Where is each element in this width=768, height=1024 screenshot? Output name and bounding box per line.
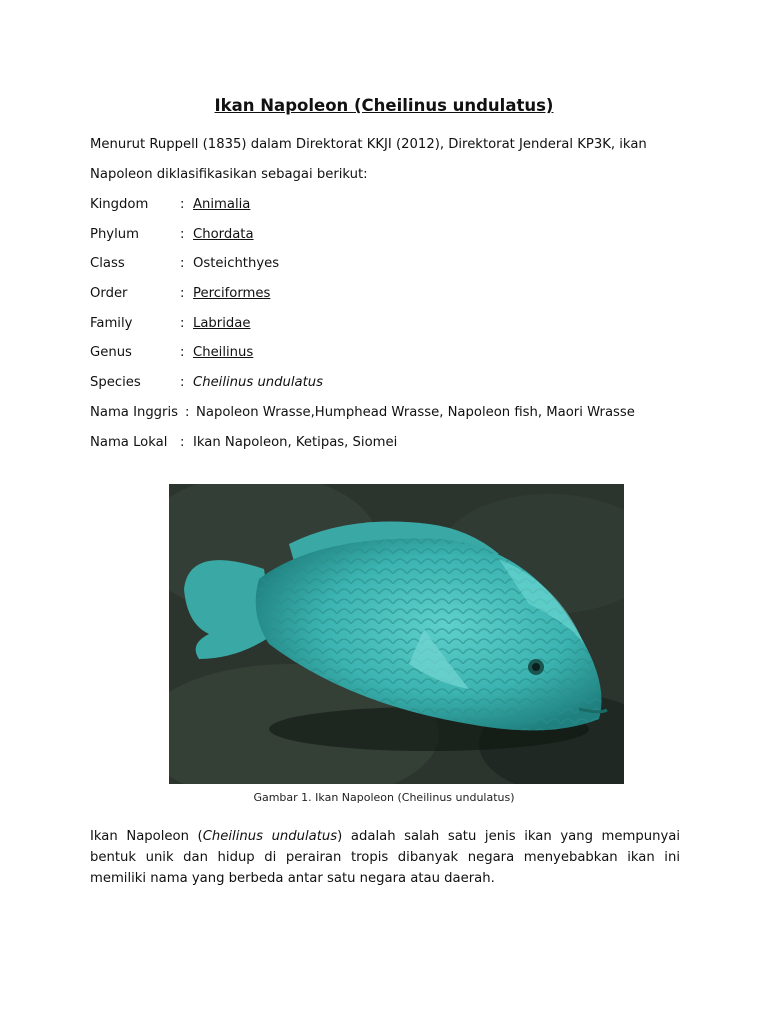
phylum-link[interactable]: Chordata [193, 226, 254, 242]
taxonomy-label: Genus [90, 345, 132, 361]
fish-illustration [169, 484, 624, 784]
colon-separator: : [180, 345, 185, 361]
document-title: Ikan Napoleon (Cheilinus undulatus) [214, 96, 554, 115]
taxonomy-label: Kingdom [90, 197, 149, 212]
body-suffix: ) adalah salah satu jenis ikan yang mempunyai bentuk unik dan hidup di perairan tropis dibanyak negara menyebabkan ikan ini memiliki nama yang berbeda antar satu negara atau daerah. [90, 829, 680, 886]
intro-paragraph [90, 130, 680, 190]
taxonomy-label: Family [90, 315, 133, 331]
taxonomy-label: Species [90, 375, 141, 391]
kingdom-link[interactable]: Animalia [193, 197, 251, 212]
order-link[interactable]: Perciformes [193, 286, 271, 302]
colon-separator: : [185, 404, 190, 420]
taxonomy-label: Class [90, 256, 125, 272]
taxonomy-label: Order [90, 286, 128, 302]
family-link[interactable]: Labridae [193, 315, 251, 331]
intro-line-2: Napoleon diklasifikasikan sebagai berikut: [90, 167, 368, 182]
colon-separator: : [180, 286, 185, 302]
class-value: Osteichthyes [193, 256, 280, 272]
colon-separator: : [180, 256, 185, 272]
species-value: Cheilinus undulatus [193, 375, 324, 391]
body-species: Cheilinus undulatus [202, 829, 338, 844]
colon-separator: : [180, 375, 185, 391]
figure-caption: Gambar 1. Ikan Napoleon (Cheilinus undulatus) [253, 791, 515, 804]
colon-separator: : [180, 197, 185, 212]
english-name-value: Napoleon Wrasse,Humphead Wrasse, Napoleon fish, Maori Wrasse [196, 404, 635, 420]
colon-separator: : [180, 434, 185, 450]
intro-line-1: Menurut Ruppell (1835) dalam Direktorat KKJI (2012), Direktorat Jenderal KP3K, ikan [90, 137, 647, 152]
taxonomy-label: Nama Inggris [90, 404, 179, 420]
napoleon-fish-photo [169, 484, 624, 784]
genus-link[interactable]: Cheilinus [193, 345, 254, 361]
taxonomy-label: Phylum [90, 226, 139, 242]
body-prefix: Ikan Napoleon ( [90, 829, 203, 844]
body-paragraph [90, 826, 680, 889]
local-name-value: Ikan Napoleon, Ketipas, Siomei [193, 434, 398, 450]
colon-separator: : [180, 315, 185, 331]
taxonomy-label: Nama Lokal [90, 434, 168, 450]
colon-separator: : [180, 226, 185, 242]
